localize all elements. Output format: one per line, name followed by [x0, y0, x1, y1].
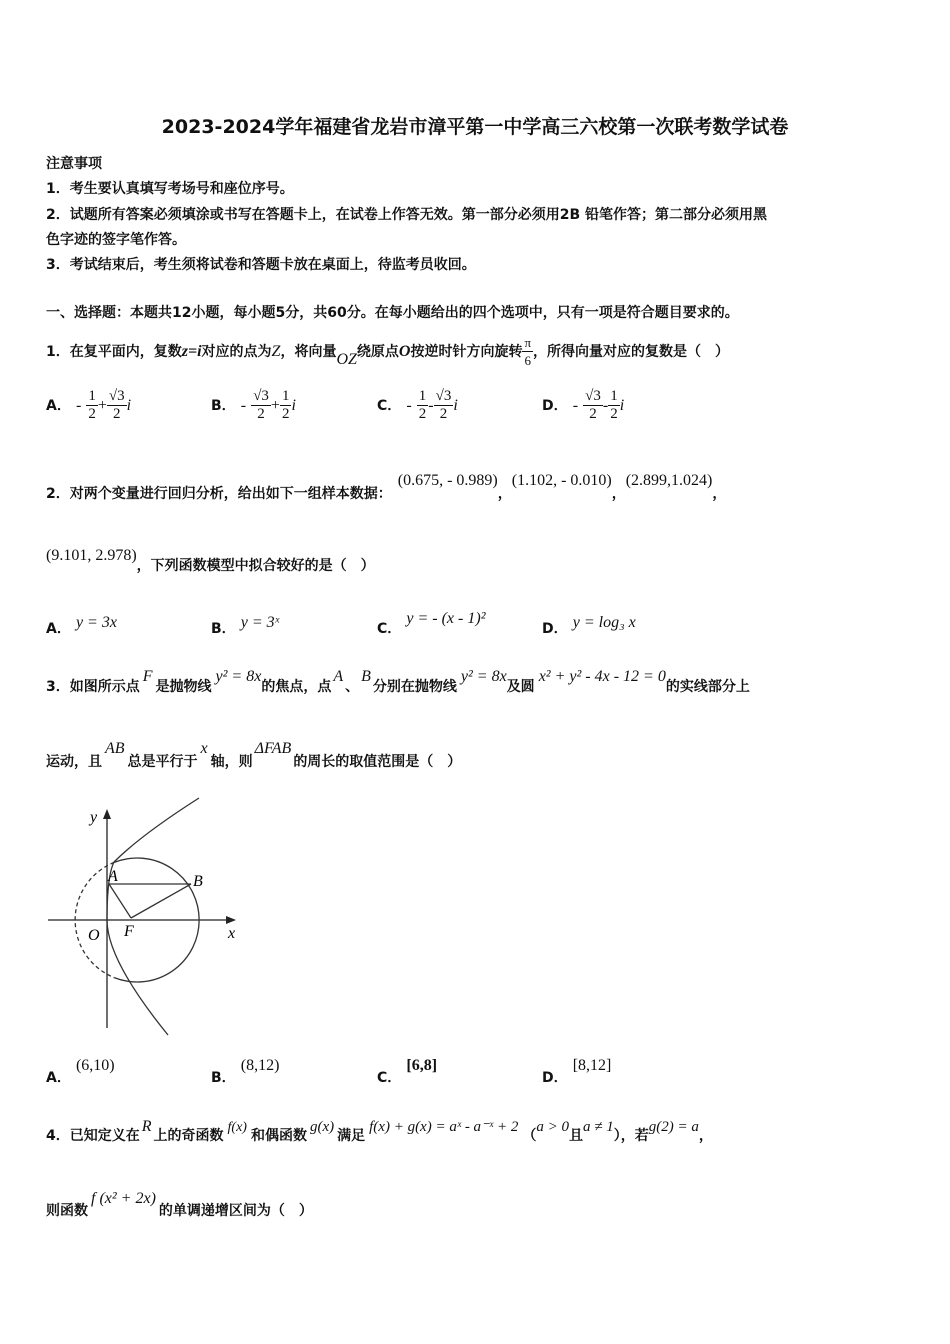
- question-1: [46, 334, 729, 369]
- q4-stem-g: ），若: [613, 1128, 649, 1144]
- notice-item-2-cont: 色字迹的签字笔作答。: [46, 232, 186, 248]
- q1-vector: OZ: [336, 351, 357, 368]
- q1-option-a[interactable]: [46, 388, 131, 423]
- q2-option-a[interactable]: [46, 612, 117, 637]
- q2-sep-2: ，: [611, 486, 626, 502]
- q4-f: f(x): [227, 1120, 247, 1135]
- q2-point-2: (1.102, - 0.010): [511, 472, 612, 489]
- q3-F: F: [142, 668, 153, 685]
- option-fraction-2: $\frac{1}{2}$: [281, 388, 290, 422]
- q4-stem-b: 上的奇函数: [153, 1128, 224, 1144]
- option-label: B．: [211, 621, 236, 637]
- x-axis-arrow-icon: [226, 916, 236, 924]
- option-imag-unit: i: [453, 397, 458, 414]
- option-label: C．: [377, 1070, 402, 1086]
- q1-stem-e: 按逆时针方向旋转: [410, 344, 523, 360]
- q3-parabola: y² = 8x: [215, 668, 262, 685]
- q2-sep-1: ，: [497, 486, 512, 502]
- fig-label-y: y: [90, 809, 98, 826]
- q4-stem-h: ，: [698, 1128, 713, 1144]
- notice-item-2: 2．试题所有答案必须填涂或书写在答题卡上，在试卷上作答无效。第一部分必须用2B 铅笔作答；第二部分必须用黑: [46, 207, 768, 223]
- option-label: C．: [377, 398, 402, 414]
- option-fraction-1: $\frac{1}{2}$: [418, 388, 427, 422]
- fig-label-F: F: [124, 923, 134, 940]
- q2-sep-3: ，: [712, 486, 727, 502]
- option-label: D．: [542, 1070, 568, 1086]
- option-sign: -: [240, 397, 247, 414]
- q2-stem-a: 2．对两个变量进行回归分析，给出如下一组样本数据：: [46, 486, 392, 502]
- q2-point-4: (9.101, 2.978): [46, 547, 137, 564]
- q1-stem-a: 1．在复平面内，复数: [46, 344, 182, 360]
- q4-stem-f: 且: [568, 1128, 583, 1144]
- option-fraction-1: $\frac{√3}{2}$: [585, 388, 601, 422]
- option-fraction-1: $\frac{√3}{2}$: [253, 388, 269, 422]
- q2-option-b[interactable]: [211, 612, 280, 637]
- q3-option-b[interactable]: [211, 1055, 280, 1086]
- option-expr: (6,10): [75, 1057, 115, 1074]
- option-expr: y = 3ˣ: [240, 614, 280, 631]
- q4-R: R: [141, 1118, 152, 1135]
- option-expr: [8,12]: [572, 1057, 612, 1074]
- option-fraction-2: $\frac{1}{2}$: [610, 388, 618, 422]
- q1-z-label: Z: [271, 343, 281, 360]
- q1-option-c[interactable]: [377, 388, 458, 423]
- q3-option-c[interactable]: [377, 1055, 438, 1086]
- question-4: [46, 1116, 713, 1144]
- q4-stem-c: 和偶函数: [250, 1128, 307, 1144]
- option-expr: y = log₃ x: [572, 614, 636, 631]
- question-2: [46, 470, 727, 502]
- q4-cond-2: a ≠ 1: [582, 1119, 614, 1135]
- option-label: A．: [46, 1070, 71, 1086]
- q3-A: A: [333, 668, 344, 685]
- q3-stem-i: 轴，则: [210, 754, 253, 770]
- option-sign: -: [75, 397, 82, 414]
- option-imag-unit: i: [291, 397, 296, 414]
- q3-x-axis: x: [200, 740, 208, 757]
- page-title: 2023-2024学年福建省龙岩市漳平第一中学高三六校第一次联考数学试卷: [161, 116, 789, 138]
- q1-angle: $\frac{\pi}{6}$: [524, 335, 532, 368]
- option-label: D．: [542, 621, 568, 637]
- q2-option-d[interactable]: [542, 612, 636, 637]
- q4-g: g(x): [309, 1119, 335, 1135]
- option-operator: +: [270, 397, 280, 414]
- question-3-cont: [46, 738, 462, 770]
- option-expr: [6,8]: [406, 1057, 438, 1074]
- q3-dun: 、: [345, 679, 360, 695]
- q1-origin: O: [398, 343, 411, 360]
- notice-item-1: 1．考生要认真填写考场号和座位序号。: [46, 181, 294, 197]
- q4-stem-j: 的单调递增区间为（ ）: [158, 1203, 313, 1219]
- q4-equation: f(x) + g(x) = aˣ - a⁻ˣ + 2: [369, 1119, 519, 1135]
- option-label: D．: [542, 398, 568, 414]
- q2-option-c[interactable]: [377, 608, 486, 637]
- section-heading: 一、选择题：本题共12小题，每小题5分，共60分。在每小题给出的四个选项中，只有一项是符合题目要求的。: [46, 305, 739, 321]
- q3-stem-d: 分别在抛物线: [372, 679, 457, 695]
- q1-option-b[interactable]: [211, 388, 296, 423]
- option-label: A．: [46, 398, 71, 414]
- fig-label-O: O: [88, 927, 100, 944]
- q4-g2: g(2) = a: [648, 1119, 699, 1135]
- q3-stem-c: 的焦点，点: [261, 679, 332, 695]
- q2-point-3: (2.899,1.024): [625, 472, 713, 489]
- option-label: A．: [46, 621, 71, 637]
- fig-label-x: x: [228, 925, 236, 942]
- q3-figure: [40, 795, 250, 1040]
- q2-stem-b: ，下列函数模型中拟合较好的是（ ）: [136, 558, 375, 574]
- q3-stem-e: 及圆: [506, 679, 535, 695]
- q2-point-1: (0.675, - 0.989): [397, 472, 498, 489]
- option-imag-unit: i: [126, 397, 132, 414]
- q3-stem-j: 的周长的取值范围是（ ）: [293, 754, 462, 770]
- fig-label-B: B: [193, 873, 203, 890]
- q3-parabola-2: y² = 8x: [460, 668, 507, 685]
- option-fraction-2: $\frac{√3}{2}$: [435, 388, 452, 422]
- question-4-cont: [46, 1188, 313, 1219]
- y-axis-arrow-icon: [103, 809, 111, 819]
- q4-cond-1: a > 0: [536, 1119, 569, 1135]
- q1-z-expr: z=i: [181, 343, 202, 360]
- q3-option-d[interactable]: [542, 1055, 612, 1086]
- option-label: B．: [211, 1070, 236, 1086]
- q3-option-a[interactable]: [46, 1055, 115, 1086]
- q3-circle: x² + y² - 4x - 12 = 0: [538, 668, 666, 685]
- q1-stem-d: 绕原点: [356, 344, 399, 360]
- q4-stem-e: （: [522, 1128, 537, 1144]
- notice-heading: 注意事项: [46, 156, 102, 172]
- q4-stem-a: 4．已知定义在: [46, 1128, 140, 1144]
- option-operator: +: [97, 397, 107, 414]
- option-label: B．: [211, 398, 236, 414]
- option-sign: -: [572, 397, 579, 414]
- option-label: C．: [377, 621, 402, 637]
- q4-fexpr: f (x² + 2x): [91, 1190, 156, 1207]
- q3-stem-f: 的实线部分上: [665, 679, 750, 695]
- q4-stem-i: 则函数: [46, 1203, 88, 1219]
- q3-B: B: [361, 668, 371, 685]
- q4-stem-d: 满足: [337, 1128, 366, 1144]
- q1-stem-f: ，所得向量对应的复数是（ ）: [533, 344, 730, 360]
- q3-AB: AB: [105, 740, 125, 757]
- q1-option-d[interactable]: [542, 388, 624, 423]
- option-fraction-2: $\frac{√3}{2}$: [108, 388, 125, 422]
- question-3: [46, 666, 750, 695]
- option-expr: y = - (x - 1)²: [406, 610, 486, 627]
- q3-stem-h: 总是平行于: [127, 754, 198, 770]
- option-operator: -: [602, 397, 609, 414]
- option-expr: (8,12): [240, 1057, 280, 1074]
- q3-stem-g: 运动，且: [46, 754, 102, 770]
- option-expr: y = 3x: [75, 614, 117, 631]
- option-sign: -: [406, 397, 412, 414]
- q3-triangle: ΔFAB: [254, 740, 292, 757]
- question-2-cont: [46, 545, 375, 574]
- segment-BF: [131, 884, 191, 918]
- option-operator: -: [428, 397, 434, 414]
- segment-AF: [109, 884, 131, 918]
- q1-stem-c: ，将向量: [280, 344, 337, 360]
- option-fraction-1: $\frac{1}{2}$: [88, 388, 96, 422]
- fig-label-A: A: [108, 868, 118, 885]
- parabola-curve: [107, 798, 199, 1035]
- q3-stem-a: 3．如图所示点: [46, 679, 140, 695]
- q1-stem-b: 对应的点为: [201, 344, 272, 360]
- q3-stem-b: 是抛物线: [155, 679, 212, 695]
- notice-item-3: 3．考试结束后，考生须将试卷和答题卡放在桌面上，待监考员收回。: [46, 257, 476, 273]
- option-imag-unit: i: [619, 397, 625, 414]
